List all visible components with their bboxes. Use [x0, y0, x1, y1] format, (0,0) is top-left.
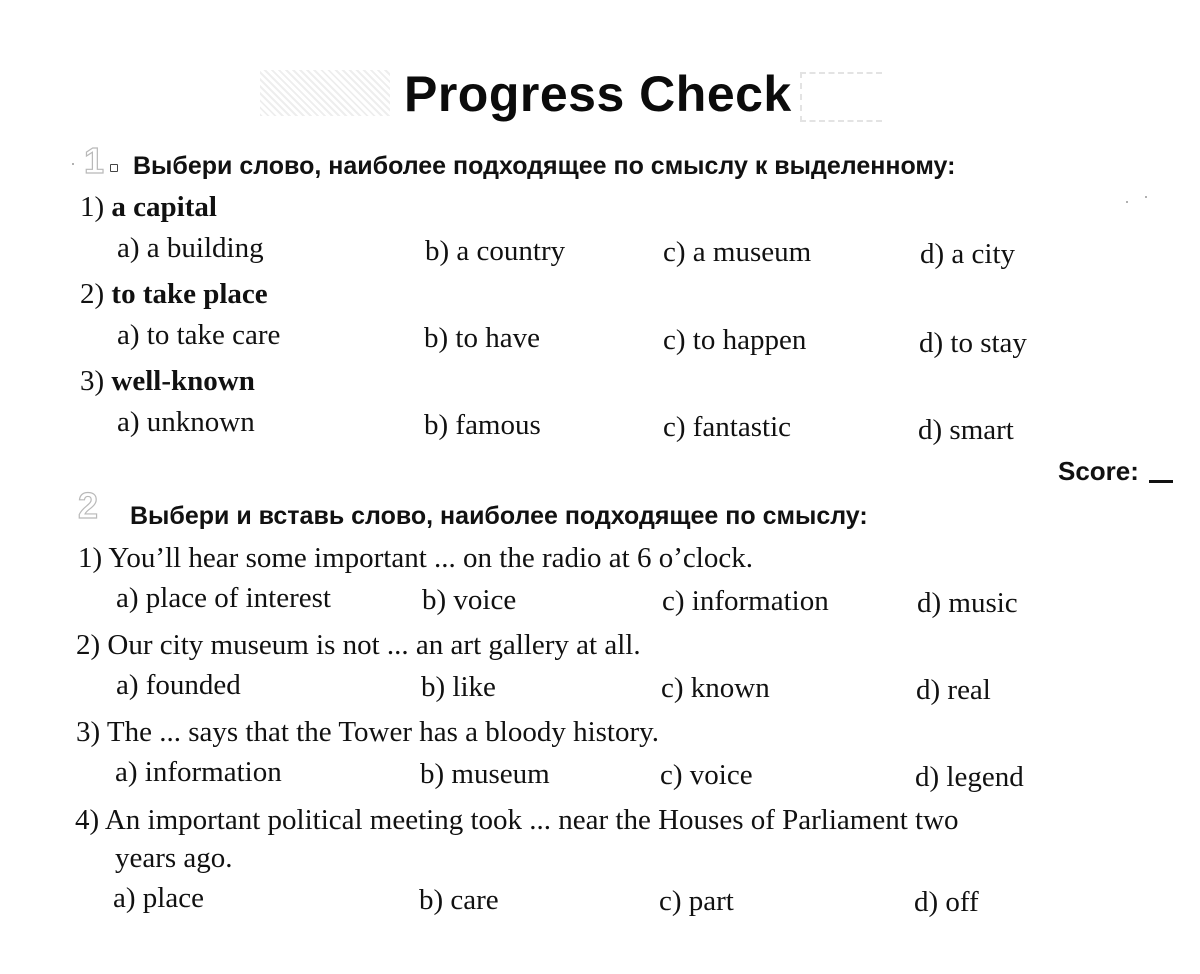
task2-number: 2 [78, 485, 99, 526]
task1-q3-option-b: b) famous [424, 409, 541, 441]
task1-q2-option-c: c) to happen [663, 324, 807, 356]
score-blank [1149, 480, 1173, 483]
task1-q2-option-a: a) to take care [117, 319, 281, 351]
task1-q1-option-d: d) a city [920, 238, 1016, 270]
question-text: The ... says that the Tower has a bloody history. [106, 716, 659, 748]
task2-q2-option-b: b) like [421, 671, 496, 703]
title-decoration-left [260, 70, 390, 116]
question-number: 3) [76, 716, 101, 748]
task1-question-1 [80, 191, 217, 224]
question-number: 4) [75, 804, 100, 836]
title-decoration-right [800, 72, 882, 122]
task2-q2-option-c: c) known [661, 672, 770, 704]
score-field [1058, 456, 1173, 487]
task2-q2-option-a: a) founded [116, 669, 241, 701]
scan-speck [1145, 196, 1147, 198]
question-number: 1) [78, 542, 103, 574]
task1-q1-option-c: c) a museum [663, 236, 812, 268]
task1-question-2 [80, 278, 268, 311]
task2-question-4-continued: years ago. [115, 842, 233, 874]
question-text: Our city museum is not ... an art gallery at all. [107, 629, 641, 661]
task2-q1-option-b: b) voice [422, 584, 517, 616]
task2-question-3 [76, 716, 659, 749]
task2-q2-option-d: d) real [916, 674, 991, 706]
question-keyword: to take place [111, 278, 268, 310]
task1-number: 1 [84, 140, 105, 181]
task1-q2-option-b: b) to have [424, 322, 540, 354]
task2-q1-option-d: d) music [917, 587, 1018, 619]
task2-q3-option-a: a) information [115, 756, 282, 788]
task2-q4-option-a: a) place [113, 882, 204, 914]
task2-question-2 [76, 629, 641, 662]
task2-q4-option-c: c) part [659, 885, 734, 917]
task2-question-4 [75, 804, 959, 837]
task2-q1-option-c: c) information [662, 585, 829, 617]
task2-q3-option-d: d) legend [915, 761, 1024, 793]
task2-q4-option-b: b) care [419, 884, 499, 916]
question-keyword: well-known [111, 365, 255, 397]
task1-q3-option-c: c) fantastic [663, 411, 792, 443]
title-block [260, 62, 960, 126]
task1-q2-option-d: d) to stay [919, 327, 1027, 359]
task2-q3-option-b: b) museum [420, 758, 550, 790]
task1-q3-option-a: a) unknown [117, 406, 255, 438]
task1-q3-option-d: d) smart [918, 414, 1014, 446]
task1-q1-option-a: a) a building [117, 232, 264, 264]
question-number: 2) [80, 278, 105, 310]
question-keyword: a capital [111, 191, 217, 223]
score-label: Score: [1058, 456, 1139, 486]
task1-q1-option-b: b) a country [425, 235, 566, 267]
task1-question-3 [80, 365, 255, 398]
question-text: An important political meeting took ... near the Houses of Parliament two [104, 804, 959, 836]
task1-instruction: Выбери слово, наиболее подходящее по смыслу к выделенному: [133, 152, 956, 180]
task2-q3-option-c: c) voice [660, 759, 753, 791]
question-number: 2) [76, 629, 101, 661]
question-number: 1) [80, 191, 105, 223]
page-title: Progress Check [404, 66, 792, 122]
question-text: You’ll hear some important ... on the radio at 6 o’clock. [108, 542, 753, 574]
scan-speck [1126, 201, 1128, 203]
task1-bullet [110, 164, 118, 172]
task2-q4-option-d: d) off [914, 886, 979, 918]
task2-question-1 [78, 542, 753, 575]
task2-q1-option-a: a) place of interest [116, 582, 331, 614]
scan-speck [72, 163, 74, 165]
task2-instruction: Выбери и вставь слово, наиболее подходящее по смыслу: [130, 502, 868, 530]
question-number: 3) [80, 365, 105, 397]
